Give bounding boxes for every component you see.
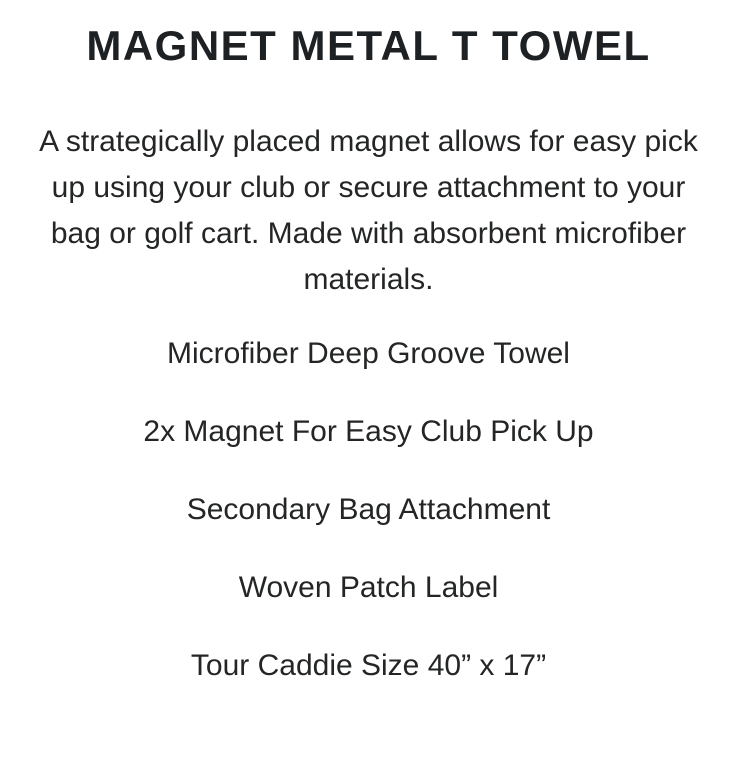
feature-item: Woven Patch Label: [238, 571, 499, 604]
feature-item: Tour Caddie Size 40” x 17”: [190, 649, 547, 682]
description-line: A strategically placed magnet allows for easy pick: [39, 125, 698, 158]
product-description: [0, 119, 737, 303]
product-title: MAGNET METAL T TOWEL: [86, 22, 651, 69]
product-feature-list: [0, 331, 737, 689]
feature-item: 2x Magnet For Easy Club Pick Up: [143, 415, 594, 448]
description-line: materials.: [303, 263, 434, 296]
description-line: bag or golf cart. Made with absorbent microfiber: [50, 217, 687, 250]
description-line: up using your club or secure attachment to your: [51, 171, 686, 204]
feature-item: Microfiber Deep Groove Towel: [167, 337, 570, 370]
feature-item: Secondary Bag Attachment: [186, 493, 551, 526]
